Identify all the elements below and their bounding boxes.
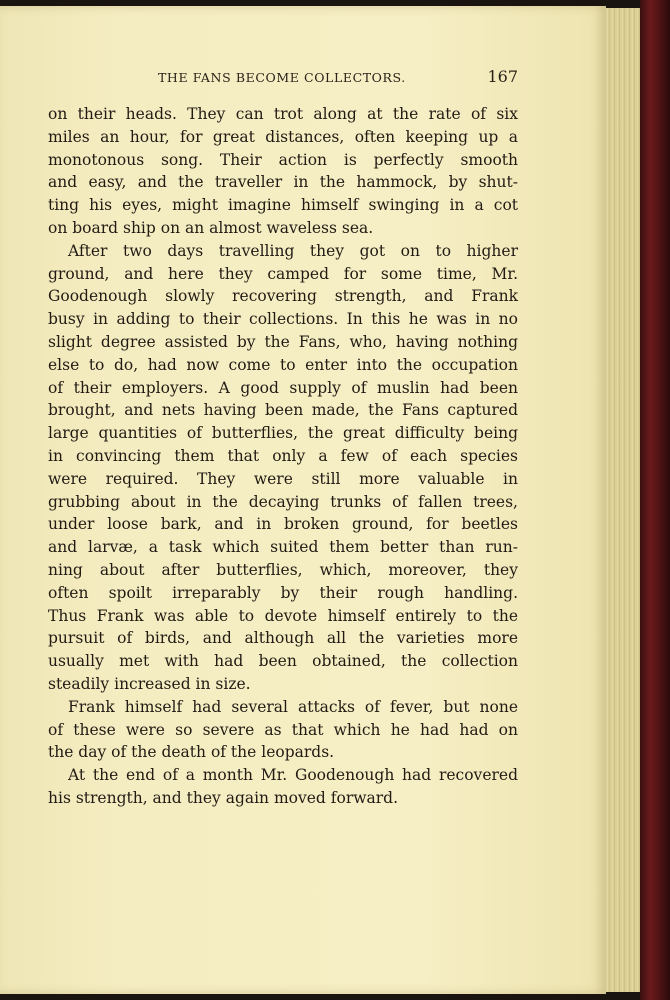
text-line: the day of the death of the leopards. — [48, 743, 335, 762]
text-line: At the end of a month Mr. Goodenough had recovered — [68, 766, 518, 785]
page-number: 167 — [487, 67, 518, 86]
running-head — [48, 68, 518, 90]
text-line: ting his eyes, might imagine himself swinging in a cot — [48, 196, 518, 215]
text-line: monotonous song. Their action is perfectly smooth — [48, 150, 518, 169]
text-line: steadily increased in size. — [48, 674, 251, 693]
running-title: THE FANS BECOME COLLECTORS. — [158, 70, 406, 85]
text-line: on their heads. They can trot along at the rate of six — [48, 105, 518, 123]
text-line: usually met with had been obtained, the collection — [48, 652, 518, 671]
text-line: pursuit of birds, and although all the varieties more — [48, 629, 518, 648]
text-line: under loose bark, and in broken ground, for beetles — [48, 515, 518, 534]
text-line: ning about after butterflies, which, moreover, they — [48, 560, 518, 579]
book-cover-edge — [640, 0, 670, 1000]
text-line: were required. They were still more valuable in — [48, 469, 518, 488]
book-page — [0, 6, 606, 994]
text-line: and easy, and the traveller in the hammock, by shut- — [48, 173, 518, 192]
text-line: in convincing them that only a few of each species — [48, 446, 518, 465]
text-line: After two days travelling they got on to higher — [68, 241, 518, 260]
text-line: on board ship on an almost waveless sea. — [48, 218, 374, 237]
body-text — [48, 103, 518, 810]
text-line: else to do, had now come to enter into the occupation — [48, 355, 518, 374]
text-line: large quantities of butterflies, the great difficulty being — [48, 424, 518, 443]
text-line: Thus Frank was able to devote himself entirely to the — [48, 606, 518, 625]
text-line: often spoilt irreparably by their rough handling. — [48, 583, 518, 602]
text-line: busy in adding to their collections. In this he was in no — [48, 310, 518, 329]
page-block-edges — [605, 8, 640, 992]
text-line: brought, and nets having been made, the Fans captured — [48, 401, 518, 420]
text-line: his strength, and they again moved forward. — [48, 788, 399, 807]
text-line: miles an hour, for great distances, often keeping up a — [48, 127, 518, 146]
text-line: of these were so severe as that which he had had on — [48, 720, 518, 739]
text-line: and larvæ, a task which suited them better than run- — [48, 538, 518, 557]
text-line: ground, and here they camped for some time, Mr. — [48, 264, 518, 283]
text-line: of their employers. A good supply of muslin had been — [48, 378, 518, 397]
text-line: slight degree assisted by the Fans, who, having nothing — [48, 332, 518, 351]
text-line: Frank himself had several attacks of fever, but none — [68, 697, 518, 716]
text-line: Goodenough slowly recovering strength, and Frank — [48, 287, 518, 306]
text-line: grubbing about in the decaying trunks of fallen trees, — [48, 492, 518, 511]
